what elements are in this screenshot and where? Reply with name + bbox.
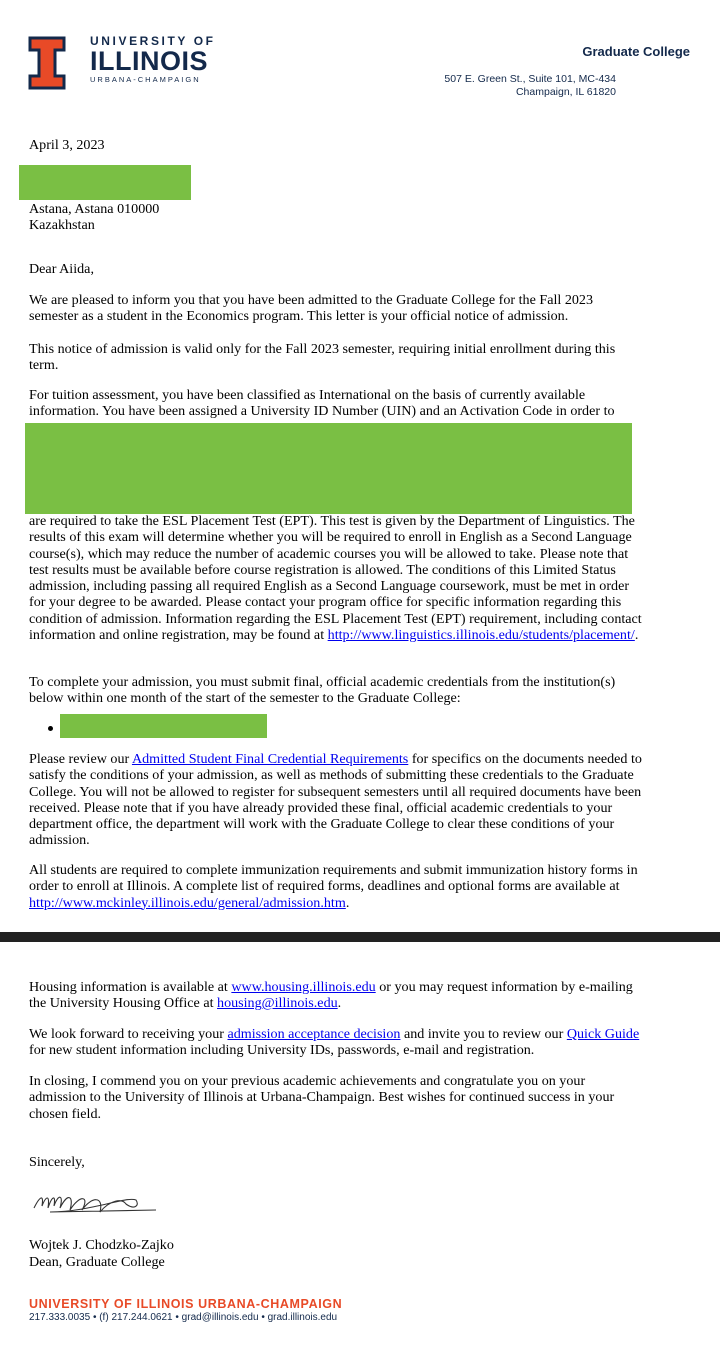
paragraph-tuition-line-2: information. You have been assigned a University ID Number (UIN) and an Activation Code in order to	[29, 403, 615, 419]
paragraph-housing-end: .	[337, 995, 342, 1012]
block-i-icon	[28, 36, 66, 90]
logo-bottom-text: URBANA-CHAMPAIGN	[90, 75, 201, 84]
college-address	[444, 73, 616, 99]
signer-name: Wojtek J. Chodzko-Zajko	[29, 1237, 174, 1253]
closing-salutation: Sincerely,	[29, 1154, 85, 1170]
redacted-recipient-name	[19, 165, 191, 200]
linguistics-placement-link[interactable]: http://www.linguistics.illinois.edu/students/placement/	[327, 627, 635, 644]
paragraph-housing	[29, 979, 645, 1012]
redacted-institution	[60, 714, 267, 738]
housing-email-link[interactable]: housing@illinois.edu	[217, 995, 338, 1012]
redacted-block	[25, 423, 632, 514]
paragraph-review-rest: for specifics on the documents needed to satisfy the conditions of your admission, as well as methods of submitting these credentials to the Graduate College. You will not be allowed to register for subsequent semesters until all required documents have been received. Please note that if you have already provided these final, official academic credentials to your department office, the department will work with the Graduate College to clear these conditions of your admission.	[29, 751, 642, 849]
paragraph-closing: In closing, I commend you on your previous academic achievements and congratulate you on your admission to the University of Illinois at Urbana-Champaign. Best wishes for continued success in your chosen field.	[29, 1073, 615, 1122]
mckinley-admission-link[interactable]: http://www.mckinley.illinois.edu/general/admission.htm	[29, 894, 346, 911]
paragraph-review-start: Please review our	[29, 751, 132, 767]
university-logo	[28, 34, 238, 90]
paragraph-esl	[29, 513, 645, 643]
paragraph-credentials: To complete your admission, you must submit final, official academic credentials from the institution(s) below within one month of the start of the semester to the Graduate College:	[29, 674, 616, 707]
bullet-marker	[48, 726, 53, 731]
paragraph-acceptance-mid: and invite you to review our	[400, 1026, 567, 1042]
footer-contact-info: 217.333.0035 • (f) 217.244.0621 • grad@illinois.edu • grad.illinois.edu	[29, 1312, 338, 1323]
logo-wordmark	[90, 34, 216, 86]
credential-requirements-link[interactable]: Admitted Student Final Credential Requirements	[131, 751, 409, 767]
paragraph-tuition-line-1: For tuition assessment, you have been classified as International on the basis of currently available	[29, 387, 586, 403]
acceptance-decision-link[interactable]: admission acceptance decision	[227, 1026, 401, 1042]
paragraph-validity: This notice of admission is valid only for the Fall 2023 semester, requiring initial enrollment during this term.	[29, 341, 616, 374]
college-name: Graduate College	[582, 44, 690, 59]
paragraph-housing-mid: or you may request information by e-mailing the University Housing Office at	[29, 979, 633, 1012]
paragraph-immunization-period: .	[345, 894, 350, 911]
paragraph-acceptance-end: for new student information including University IDs, passwords, e-mail and registration.	[29, 1042, 535, 1059]
signer-title: Dean, Graduate College	[29, 1254, 165, 1270]
recipient-city: Astana, Astana 010000	[29, 201, 160, 217]
footer-university-name: UNIVERSITY OF ILLINOIS URBANA-CHAMPAIGN	[29, 1297, 343, 1311]
housing-website-link[interactable]: www.housing.illinois.edu	[231, 979, 376, 995]
address-line-2: Champaign, IL 61820	[515, 86, 616, 98]
greeting: Dear Aiida,	[29, 261, 94, 277]
paragraph-review	[29, 751, 645, 849]
paragraph-esl-period: .	[634, 627, 639, 644]
logo-top-text: UNIVERSITY OF	[90, 34, 216, 48]
paragraph-acceptance-start: We look forward to receiving your	[29, 1026, 228, 1042]
logo-main-text: ILLINOIS	[90, 46, 208, 76]
paragraph-esl-text: are required to take the ESL Placement Test (EPT). This test is given by the Department of Linguistics. The results of this exam will determine whether you will be required to enroll in English as a Second Language course(s), which may reduce the number of academic courses you will be allowed to take. Please note that test results must be available before course registration is allowed. The conditions of this Limited Status admission, including passing all required English as a Second Language coursework, must be met in order for your degree to be awarded. Please contact your program office for specific information regarding this condition of admission. Information regarding the ESL Placement Test (EPT) requirement, including contact information and online registration, may be found at	[29, 513, 642, 644]
letter-date: April 3, 2023	[29, 137, 105, 153]
paragraph-housing-start: Housing information is available at	[29, 979, 232, 995]
paragraph-admission: We are pleased to inform you that you have been admitted to the Graduate College for the Fall 2023 semester as a student in the Economics program. This letter is your official notice of admission.	[29, 292, 594, 325]
address-line-1: 507 E. Green St., Suite 101, MC-434	[444, 73, 616, 85]
paragraph-acceptance	[29, 1026, 645, 1059]
quick-guide-link[interactable]: Quick Guide	[566, 1026, 640, 1042]
paragraph-immunization-text: All students are required to complete immunization requirements and submit immunization history forms in order to enroll at Illinois. A complete list of required forms, deadlines and optional forms are available at	[29, 862, 638, 895]
recipient-country: Kazakhstan	[29, 217, 95, 233]
dean-signature	[30, 1186, 160, 1222]
page-break-band	[0, 932, 720, 942]
paragraph-immunization	[29, 862, 645, 911]
